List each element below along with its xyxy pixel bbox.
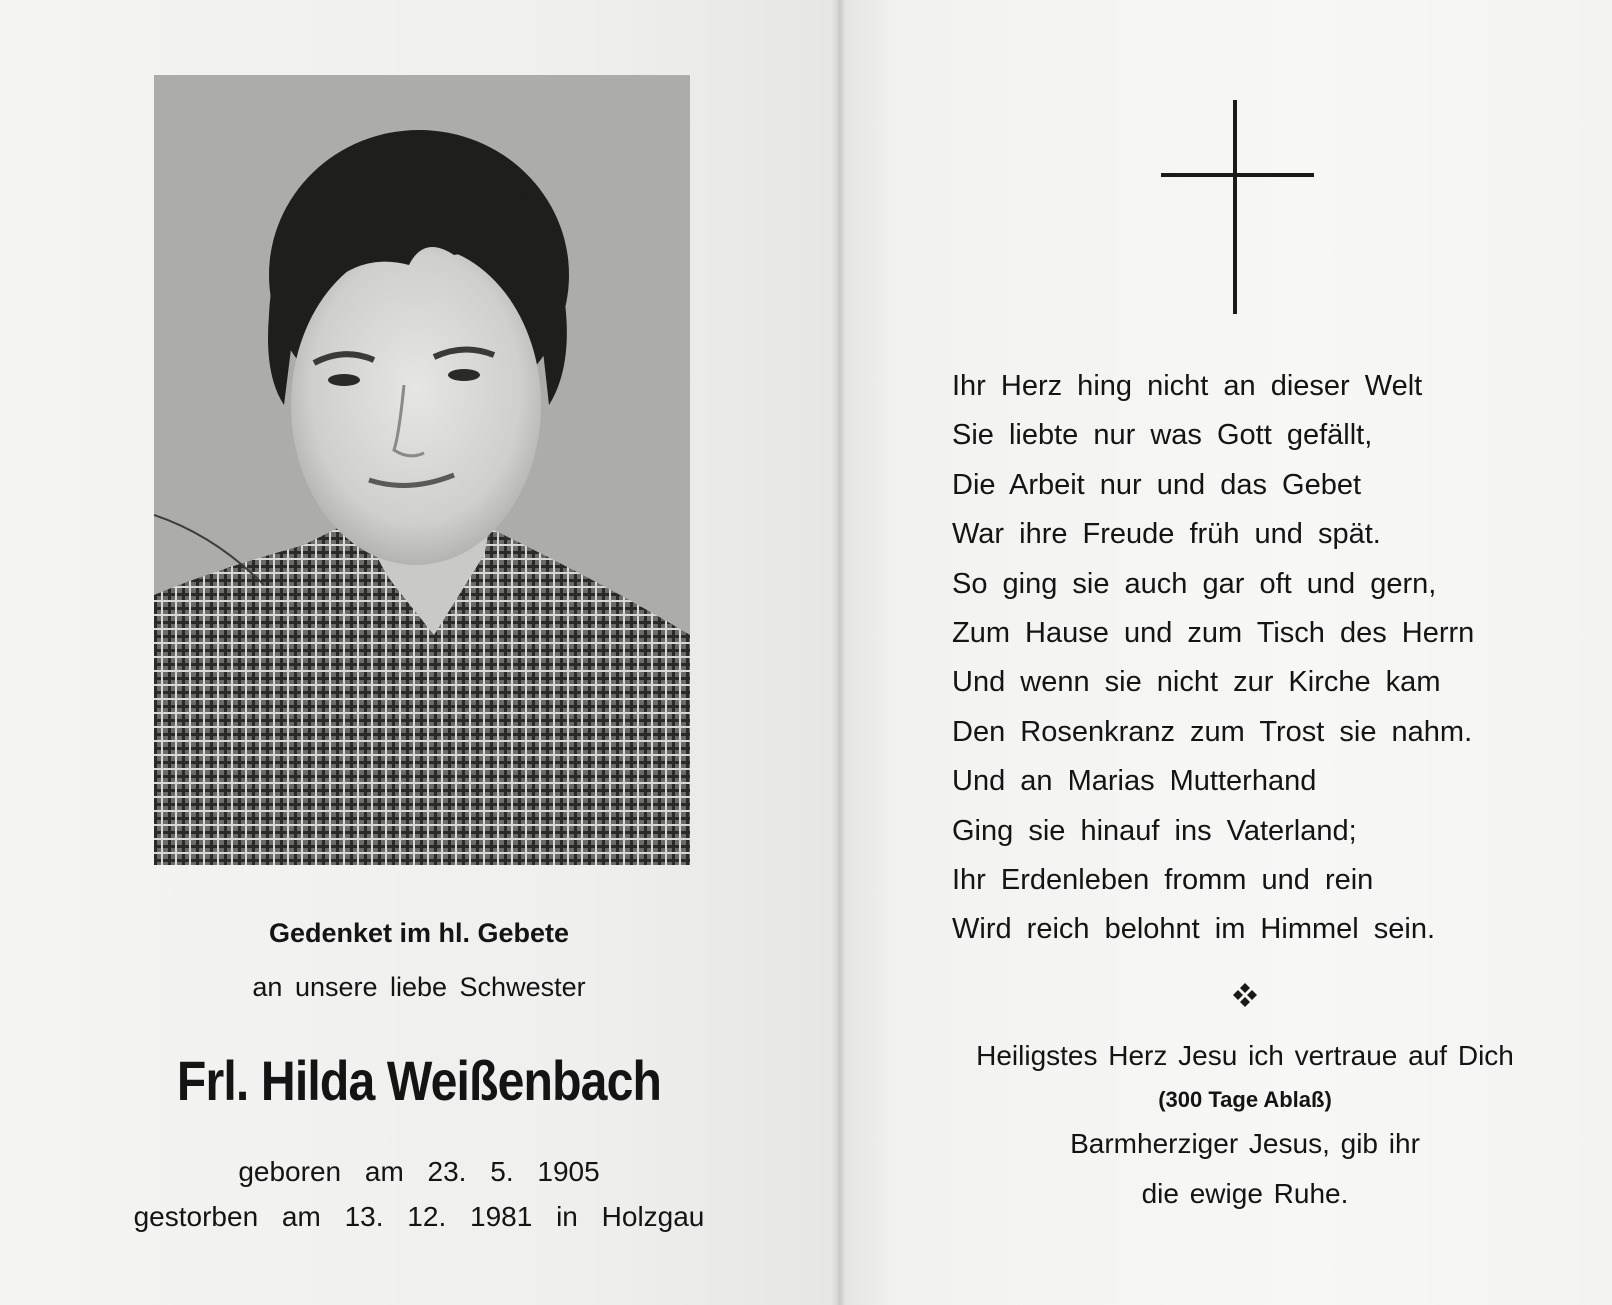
poem-line: Sie liebte nur was Gott gefällt, (952, 419, 1373, 452)
poem-line: Wird reich belohnt im Himmel sein. (952, 913, 1436, 946)
portrait-photo (154, 75, 690, 865)
portrait-photo-icon (154, 75, 690, 865)
dedication-line: an unsere liebe Schwester (252, 972, 586, 1002)
card-fold (832, 0, 846, 1305)
poem-line: So ging sie auch gar oft und gern, (952, 567, 1437, 600)
deceased-name: Frl. Hilda Weißenbach (176, 1049, 662, 1112)
poem-line: Ihr Erdenleben fromm und rein (952, 863, 1374, 896)
poem (952, 362, 1474, 955)
prayer-line-3: die ewige Ruhe. (1141, 1178, 1349, 1209)
poem-line: War ihre Freude früh und spät. (952, 518, 1381, 551)
indulgence-note: (300 Tage Ablaß) (1158, 1087, 1332, 1112)
poem-line: Den Rosenkranz zum Trost sie nahm. (952, 715, 1473, 748)
poem-line: Und wenn sie nicht zur Kirche kam (952, 666, 1441, 699)
poem-line: Und an Marias Mutterhand (952, 765, 1317, 798)
cross-icon-bar (1161, 173, 1314, 177)
poem-line: Zum Hause und zum Tisch des Herrn (952, 616, 1475, 649)
poem-line: Die Arbeit nur und das Gebet (952, 468, 1362, 501)
prayer-line-2: Barmherziger Jesus, gib ihr (1070, 1128, 1420, 1159)
death-line: gestorben am 13. 12. 1981 in Holzgau (133, 1201, 705, 1232)
prayer-line-1: Heiligstes Herz Jesu ich vertraue auf Dich (976, 1040, 1514, 1071)
cross-icon (1233, 100, 1237, 314)
birth-line: geboren am 23. 5. 1905 (238, 1156, 600, 1187)
poem-line: Ihr Herz hing nicht an dieser Welt (952, 370, 1423, 402)
diamond-ornament-icon (1230, 980, 1260, 1010)
poem-line: Ging sie hinauf ins Vaterland; (952, 814, 1357, 847)
remember-line: Gedenket im hl. Gebete (268, 918, 570, 948)
